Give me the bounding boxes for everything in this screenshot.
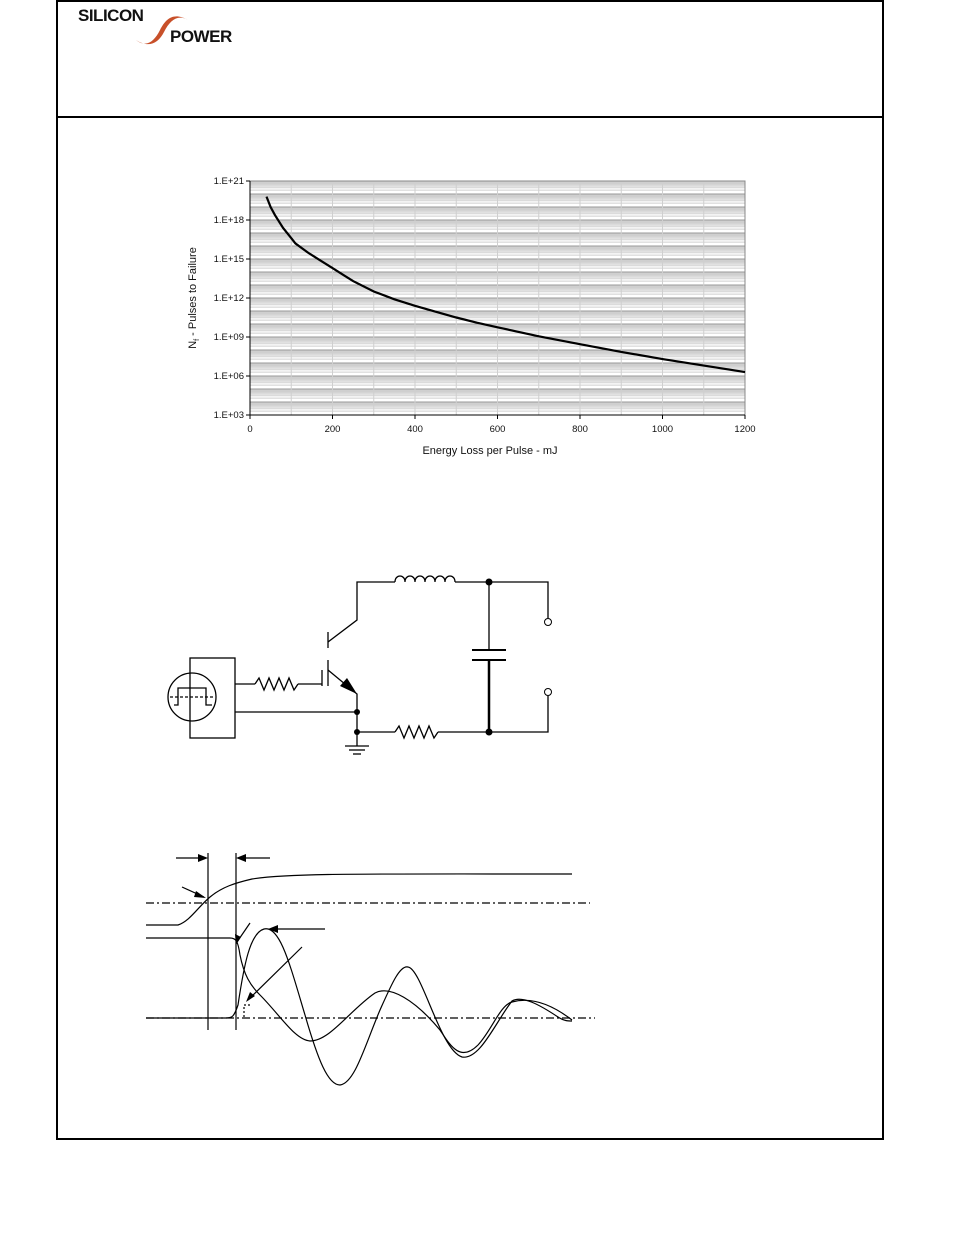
y-tick-label: 1.E+09 — [213, 332, 244, 343]
gate-resistor — [255, 678, 298, 690]
output-terminal-bottom — [545, 689, 552, 696]
igbt-emitter-arrow-icon — [340, 678, 357, 694]
pulses-to-failure-chart — [160, 168, 780, 468]
logo-word-power: POWER — [170, 27, 232, 46]
leader-arrow-icon — [194, 891, 206, 898]
pulse-generator-box — [190, 658, 235, 738]
header-divider — [56, 116, 884, 118]
x-tick-label: 1000 — [651, 424, 674, 435]
x-tick-label: 1200 — [734, 424, 756, 435]
rising-waveform — [146, 874, 572, 925]
leader-arrow-icon — [246, 992, 255, 1002]
oscillating-waveform — [146, 929, 572, 1085]
y-tick-label: 1.E+12 — [213, 293, 244, 304]
arrow-right-icon — [198, 854, 208, 862]
y-tick-label: 1.E+18 — [213, 215, 244, 226]
x-tick-label: 0 — [247, 424, 253, 435]
x-tick-label: 200 — [324, 424, 341, 435]
node-top-junction — [486, 579, 493, 586]
x-tick-label: 800 — [572, 424, 588, 435]
node-emitter-junction — [354, 709, 360, 715]
x-axis-label: Energy Loss per Pulse - mJ — [422, 445, 558, 457]
x-tick-label: 400 — [407, 424, 423, 435]
chart-grid — [250, 181, 745, 415]
node-bottom-junction — [486, 729, 493, 736]
x-tick-label: 600 — [489, 424, 506, 435]
test-circuit-diagram — [150, 570, 570, 770]
y-tick-label: 1.E+21 — [213, 176, 244, 187]
logo-word-silicon: SILICON — [78, 6, 144, 25]
y-tick-label: 1.E+06 — [213, 371, 244, 382]
company-logo — [78, 4, 253, 50]
y-tick-label: 1.E+15 — [213, 254, 244, 265]
switching-waveform-diagram — [140, 845, 610, 1095]
output-terminal-top — [545, 619, 552, 626]
falling-ringing-waveform — [146, 938, 572, 1053]
arrow-left-icon — [236, 854, 246, 862]
node-ground-junction — [354, 729, 360, 735]
y-tick-label: 1.E+03 — [213, 410, 244, 421]
inductor — [395, 576, 455, 582]
load-resistor — [395, 726, 438, 738]
y-axis-label: $N_f$ - Pulses to Failure — [187, 247, 201, 349]
